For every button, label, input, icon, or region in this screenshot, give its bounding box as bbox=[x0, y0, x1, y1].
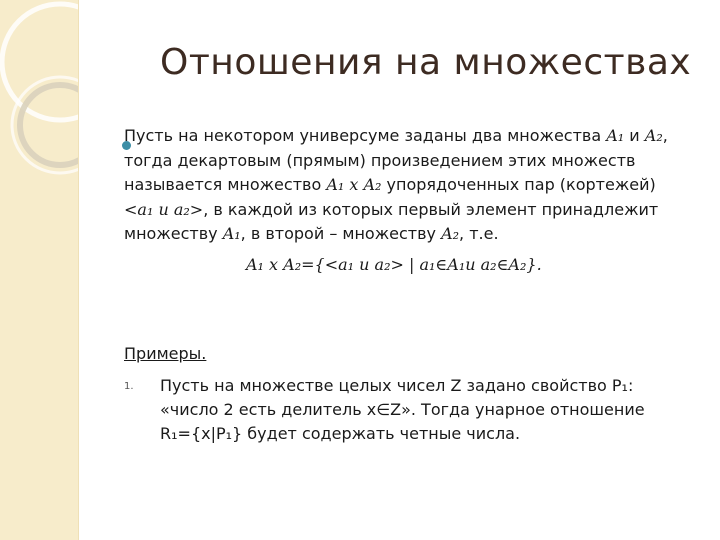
example-line-3: R₁={x|P₁} будет содержать четные числа. bbox=[160, 424, 521, 443]
example-line-1: Пусть на множестве целых чисел Z задано свойство P₁: bbox=[160, 376, 634, 395]
text: упорядоченных пар (кортежей) bbox=[381, 175, 656, 194]
math-set: A₁ bbox=[606, 126, 625, 145]
math-product: A₁ x A₂ bbox=[326, 175, 382, 194]
math-set: A₂ bbox=[441, 224, 460, 243]
paragraph-line-5 bbox=[124, 222, 694, 247]
text: , в второй – множеству bbox=[240, 224, 442, 243]
examples-heading: Примеры. bbox=[124, 344, 207, 363]
text: множеству bbox=[124, 224, 223, 243]
text: называется множество bbox=[124, 175, 327, 194]
definition-paragraph bbox=[124, 124, 694, 247]
text: Пусть на некотором универсуме заданы два множества bbox=[124, 126, 607, 145]
paragraph-line-3 bbox=[124, 173, 694, 198]
math-pair: <a₁ и a₂> bbox=[124, 199, 204, 219]
math-set: A₂ bbox=[644, 126, 663, 145]
paragraph-line-4 bbox=[124, 198, 694, 223]
example-line-2: «число 2 есть делитель x∈Z». Тогда унарное отношение bbox=[160, 400, 645, 419]
text: , в каждой из которых первый элемент принадлежит bbox=[203, 199, 659, 219]
text: , bbox=[662, 126, 668, 145]
paragraph-line-2: тогда декартовым (прямым) произведением этих множеств bbox=[124, 150, 636, 170]
decorative-circles bbox=[0, 0, 78, 540]
slide-title: Отношения на множествах bbox=[160, 42, 692, 83]
example-item bbox=[160, 374, 680, 446]
paragraph-line-1 bbox=[124, 124, 694, 149]
text: , т.е. bbox=[459, 224, 499, 243]
text: и bbox=[624, 126, 645, 145]
math-set: A₁ bbox=[222, 224, 241, 243]
list-number: 1. bbox=[124, 381, 134, 392]
decorative-side-band bbox=[0, 0, 79, 540]
cartesian-product-formula: A₁ x A₂={<a₁ и a₂> | a₁∈A₁и a₂∈A₂}. bbox=[246, 255, 542, 274]
